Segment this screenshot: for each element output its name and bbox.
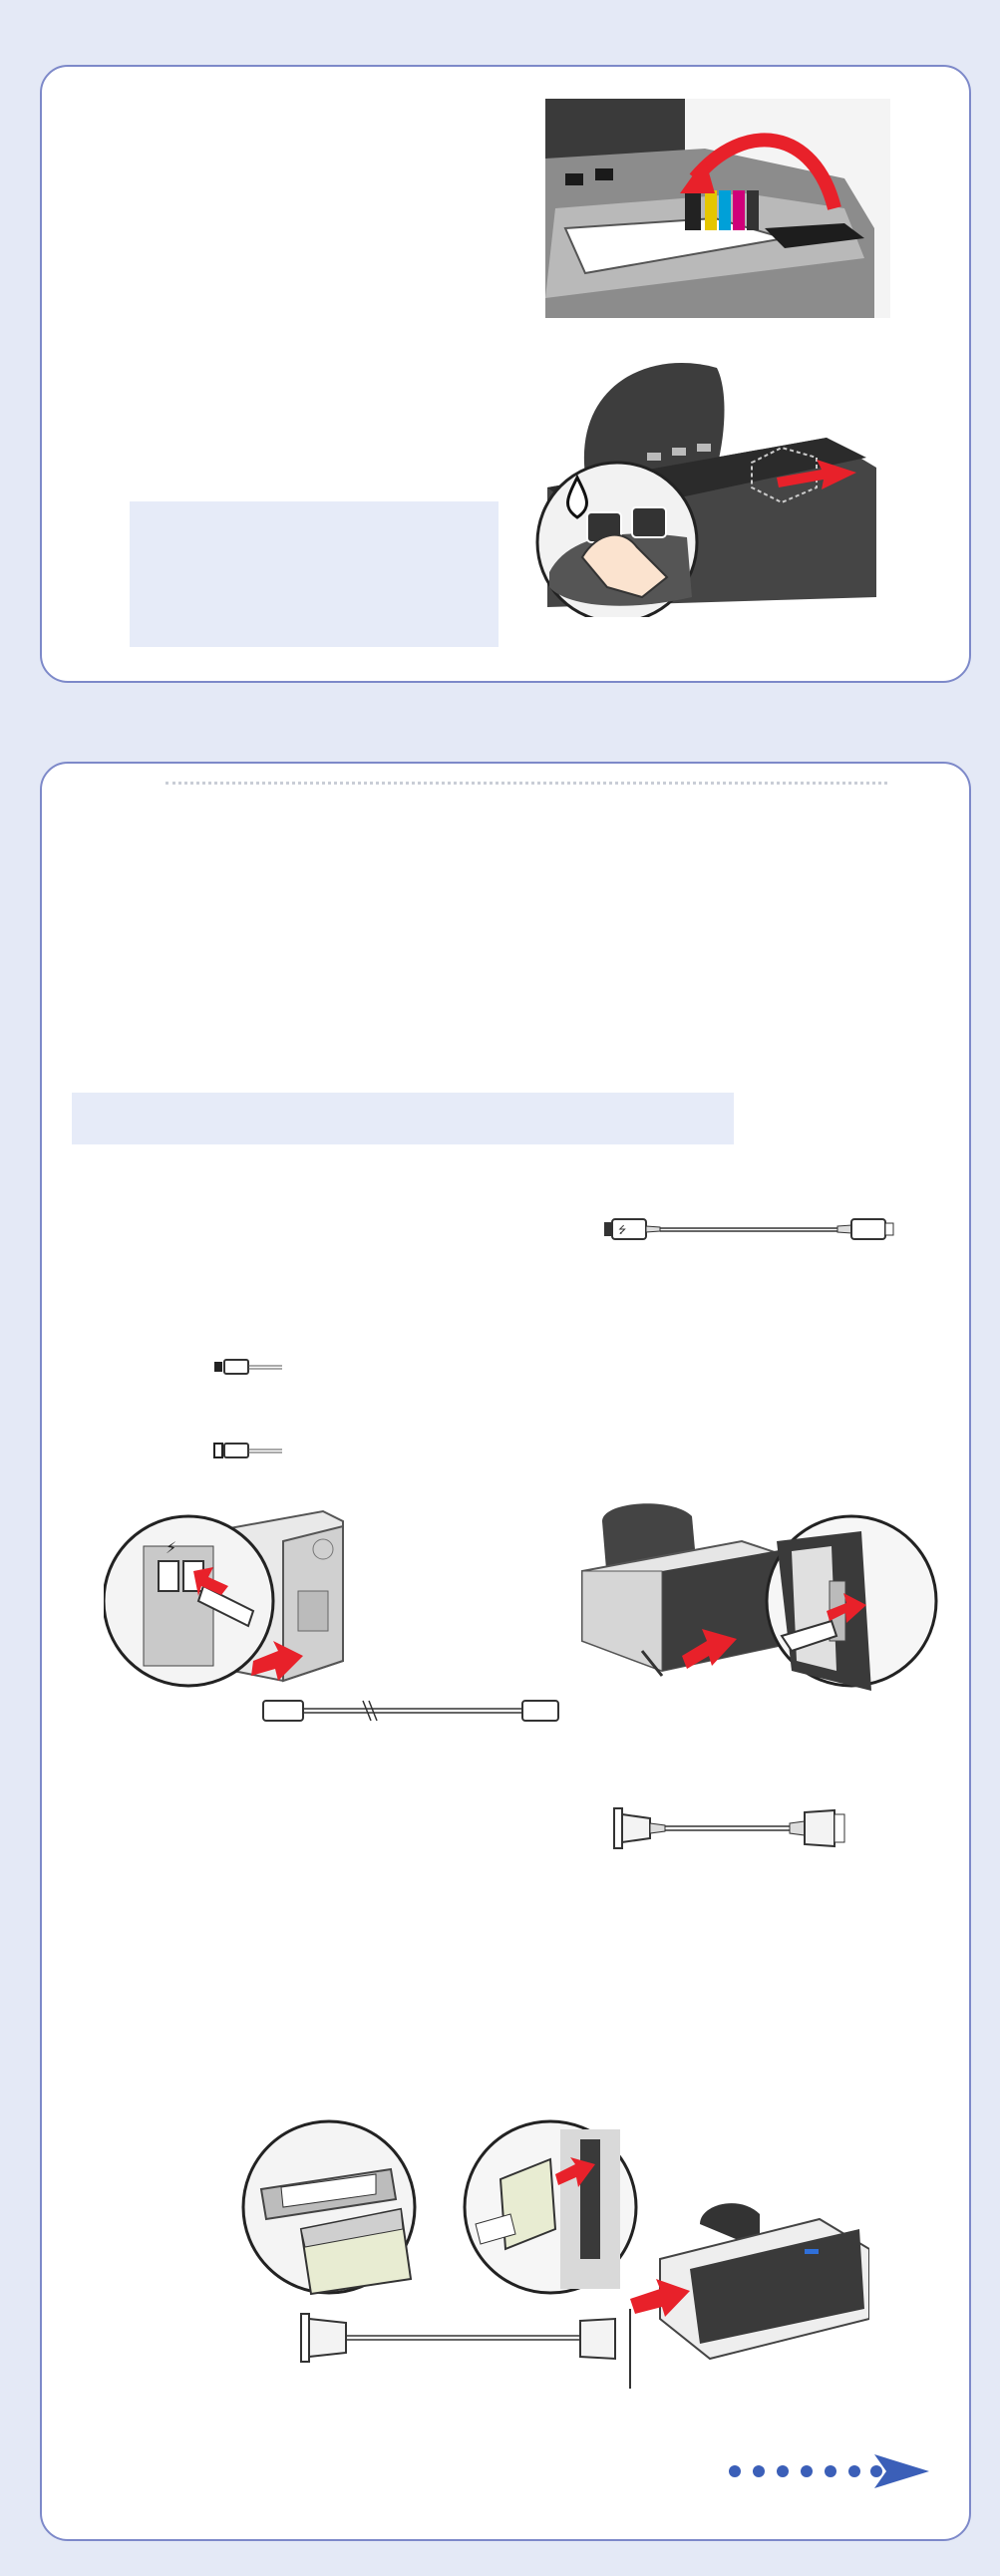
instruction-panel-ink xyxy=(40,65,971,683)
instruction-panel-connect xyxy=(40,762,971,2541)
svg-text:⭍: ⭍ xyxy=(618,1225,627,1236)
section-divider xyxy=(166,782,887,785)
usb-a-connector-icon xyxy=(212,1442,284,1459)
cartridge-clamp-illustration xyxy=(545,99,890,318)
usb-connection-illustration xyxy=(104,1501,941,1731)
next-page-arrow-icon[interactable] xyxy=(725,2446,934,2496)
usb-cable-illustration xyxy=(600,1214,899,1244)
ink-button-illustration xyxy=(527,348,882,617)
parallel-connection-illustration xyxy=(221,2119,869,2399)
note-box xyxy=(130,501,499,647)
usb-icon: ⚡ xyxy=(166,1538,177,1557)
highlight-bar xyxy=(72,1093,734,1144)
parallel-cable-illustration xyxy=(610,1798,859,1858)
usb-b-connector-icon xyxy=(212,1358,284,1376)
